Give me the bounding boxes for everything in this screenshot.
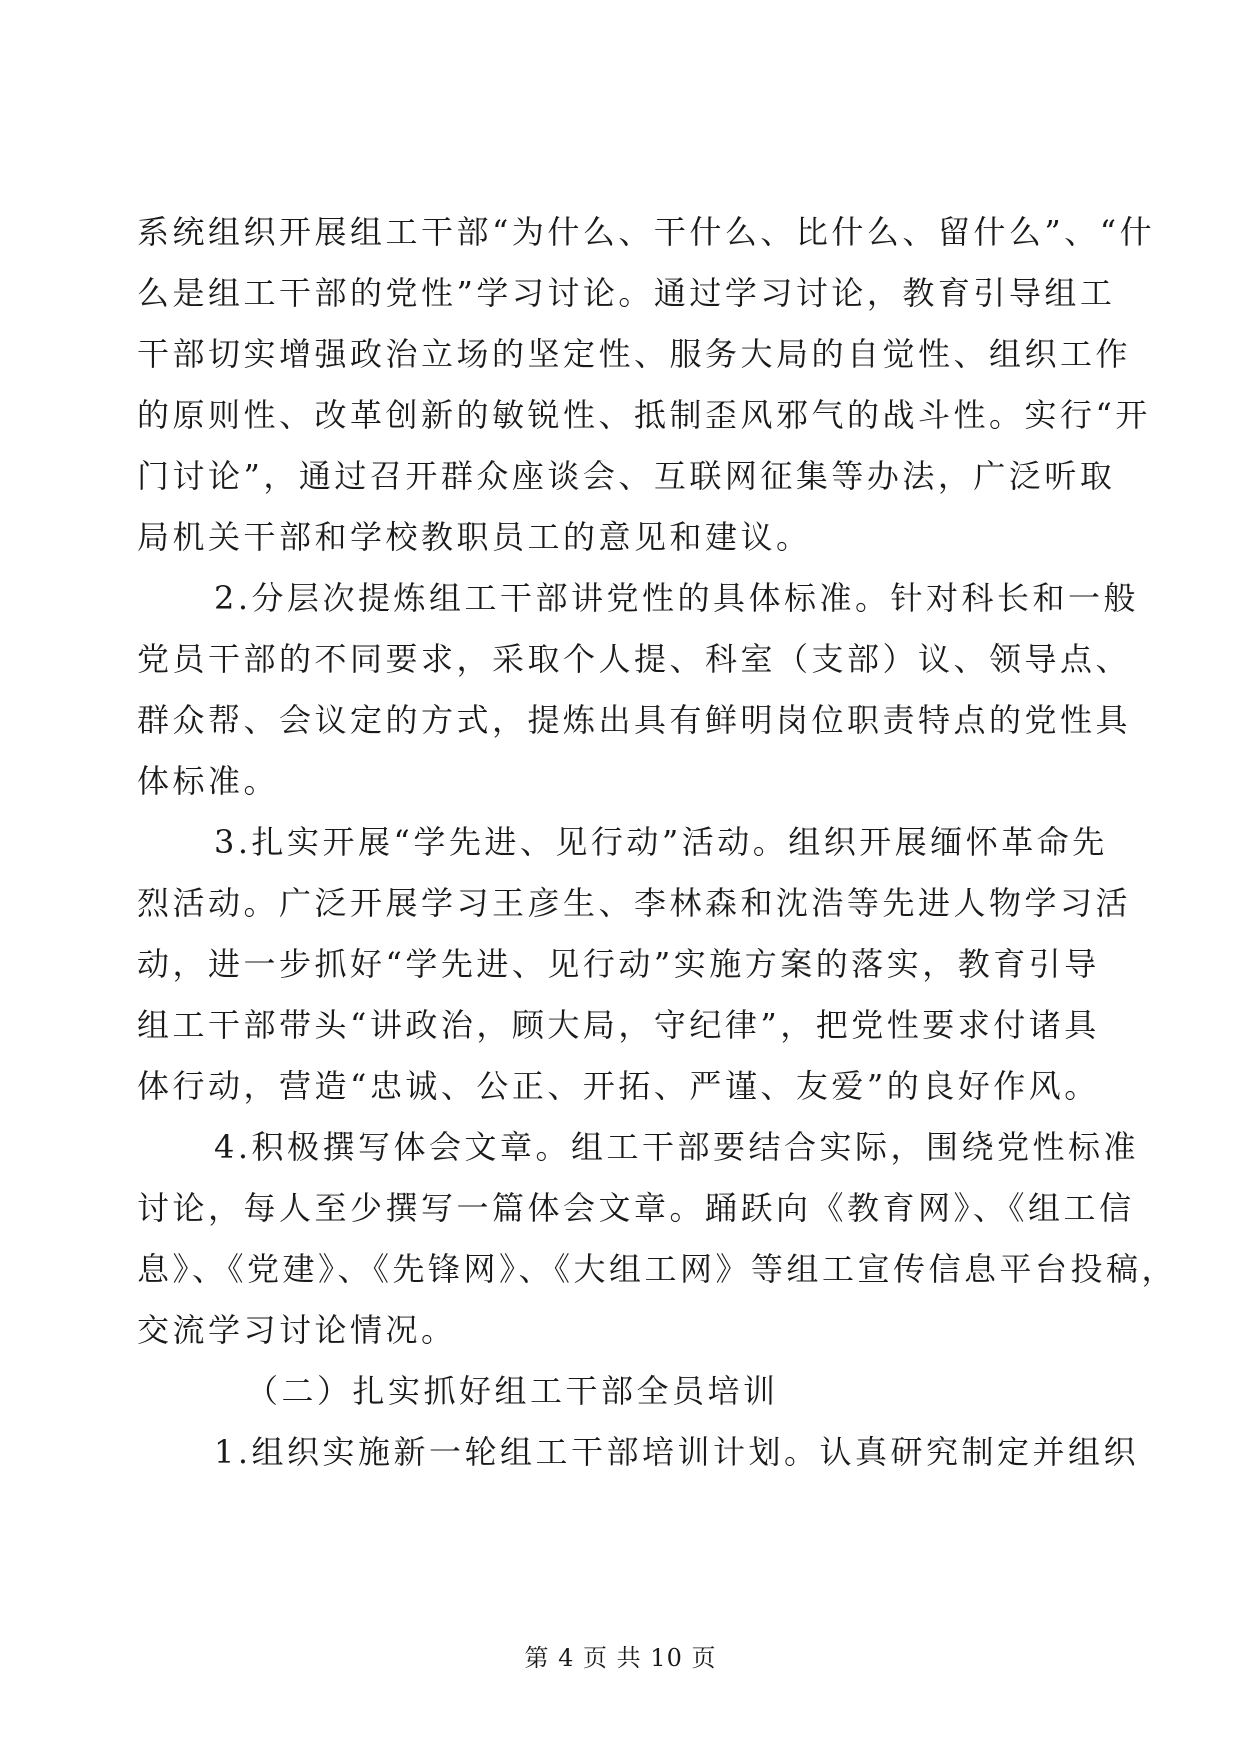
paragraph-line: 2.分层次提炼组工干部讲党性的具体标准。针对科长和一般 bbox=[214, 579, 1140, 617]
paragraph-line: 群众帮、会议定的方式，提炼出具有鲜明岗位职责特点的党性具 bbox=[137, 701, 1132, 739]
page-number-footer: 第 4 页 共 10 页 bbox=[524, 1644, 717, 1672]
section-heading: （二）扎实抓好组工干部全员培训 bbox=[246, 1372, 779, 1410]
paragraph-line: 1.组织实施新一轮组工干部培训计划。认真研究制定并组织 bbox=[214, 1433, 1140, 1471]
paragraph-line: 门讨论”，通过召开群众座谈会、互联网征集等办法，广泛听取 bbox=[137, 457, 1116, 495]
paragraph-line: 组工干部带头“讲政治，顾大局，守纪律”，把党性要求付诸具 bbox=[137, 1006, 1100, 1044]
paragraph-line: 讨论，每人至少撰写一篇体会文章。踊跃向《教育网》、《组工信 bbox=[137, 1189, 1135, 1227]
paragraph-line: 息》、《党建》、《先锋网》、《大组工网》等组工宣传信息平台投稿， bbox=[137, 1250, 1178, 1288]
paragraph-line: 的原则性、改革创新的敏锐性、抵制歪风邪气的战斗性。实行“开 bbox=[137, 396, 1151, 434]
paragraph-line: 体行动，营造“忠诚、公正、开拓、严谨、友爱”的良好作风。 bbox=[137, 1067, 1100, 1105]
paragraph-line: 系统组织开展组工干部“为什么、干什么、比什么、留什么”、“什 bbox=[137, 213, 1156, 251]
paragraph-line: 么是组工干部的党性”学习讨论。通过学习讨论，教育引导组工 bbox=[137, 274, 1116, 312]
paragraph-line: 体标准。 bbox=[137, 762, 280, 800]
paragraph-line: 烈活动。广泛开展学习王彦生、李林森和沈浩等先进人物学习活 bbox=[137, 884, 1132, 922]
paragraph-line: 3.扎实开展“学先进、见行动”活动。组织开展缅怀革命先 bbox=[214, 823, 1108, 861]
paragraph-line: 交流学习讨论情况。 bbox=[137, 1311, 457, 1349]
paragraph-line: 4.积极撰写体会文章。组工干部要结合实际，围绕党性标准 bbox=[214, 1128, 1140, 1166]
paragraph-line: 干部切实增强政治立场的坚定性、服务大局的自觉性、组织工作 bbox=[137, 335, 1132, 373]
paragraph-line: 局机关干部和学校教职员工的意见和建议。 bbox=[137, 518, 812, 556]
paragraph-line: 动，进一步抓好“学先进、见行动”实施方案的落实，教育引导 bbox=[137, 945, 1100, 983]
paragraph-line: 党员干部的不同要求，采取个人提、科室（支部）议、领导点、 bbox=[137, 640, 1132, 678]
